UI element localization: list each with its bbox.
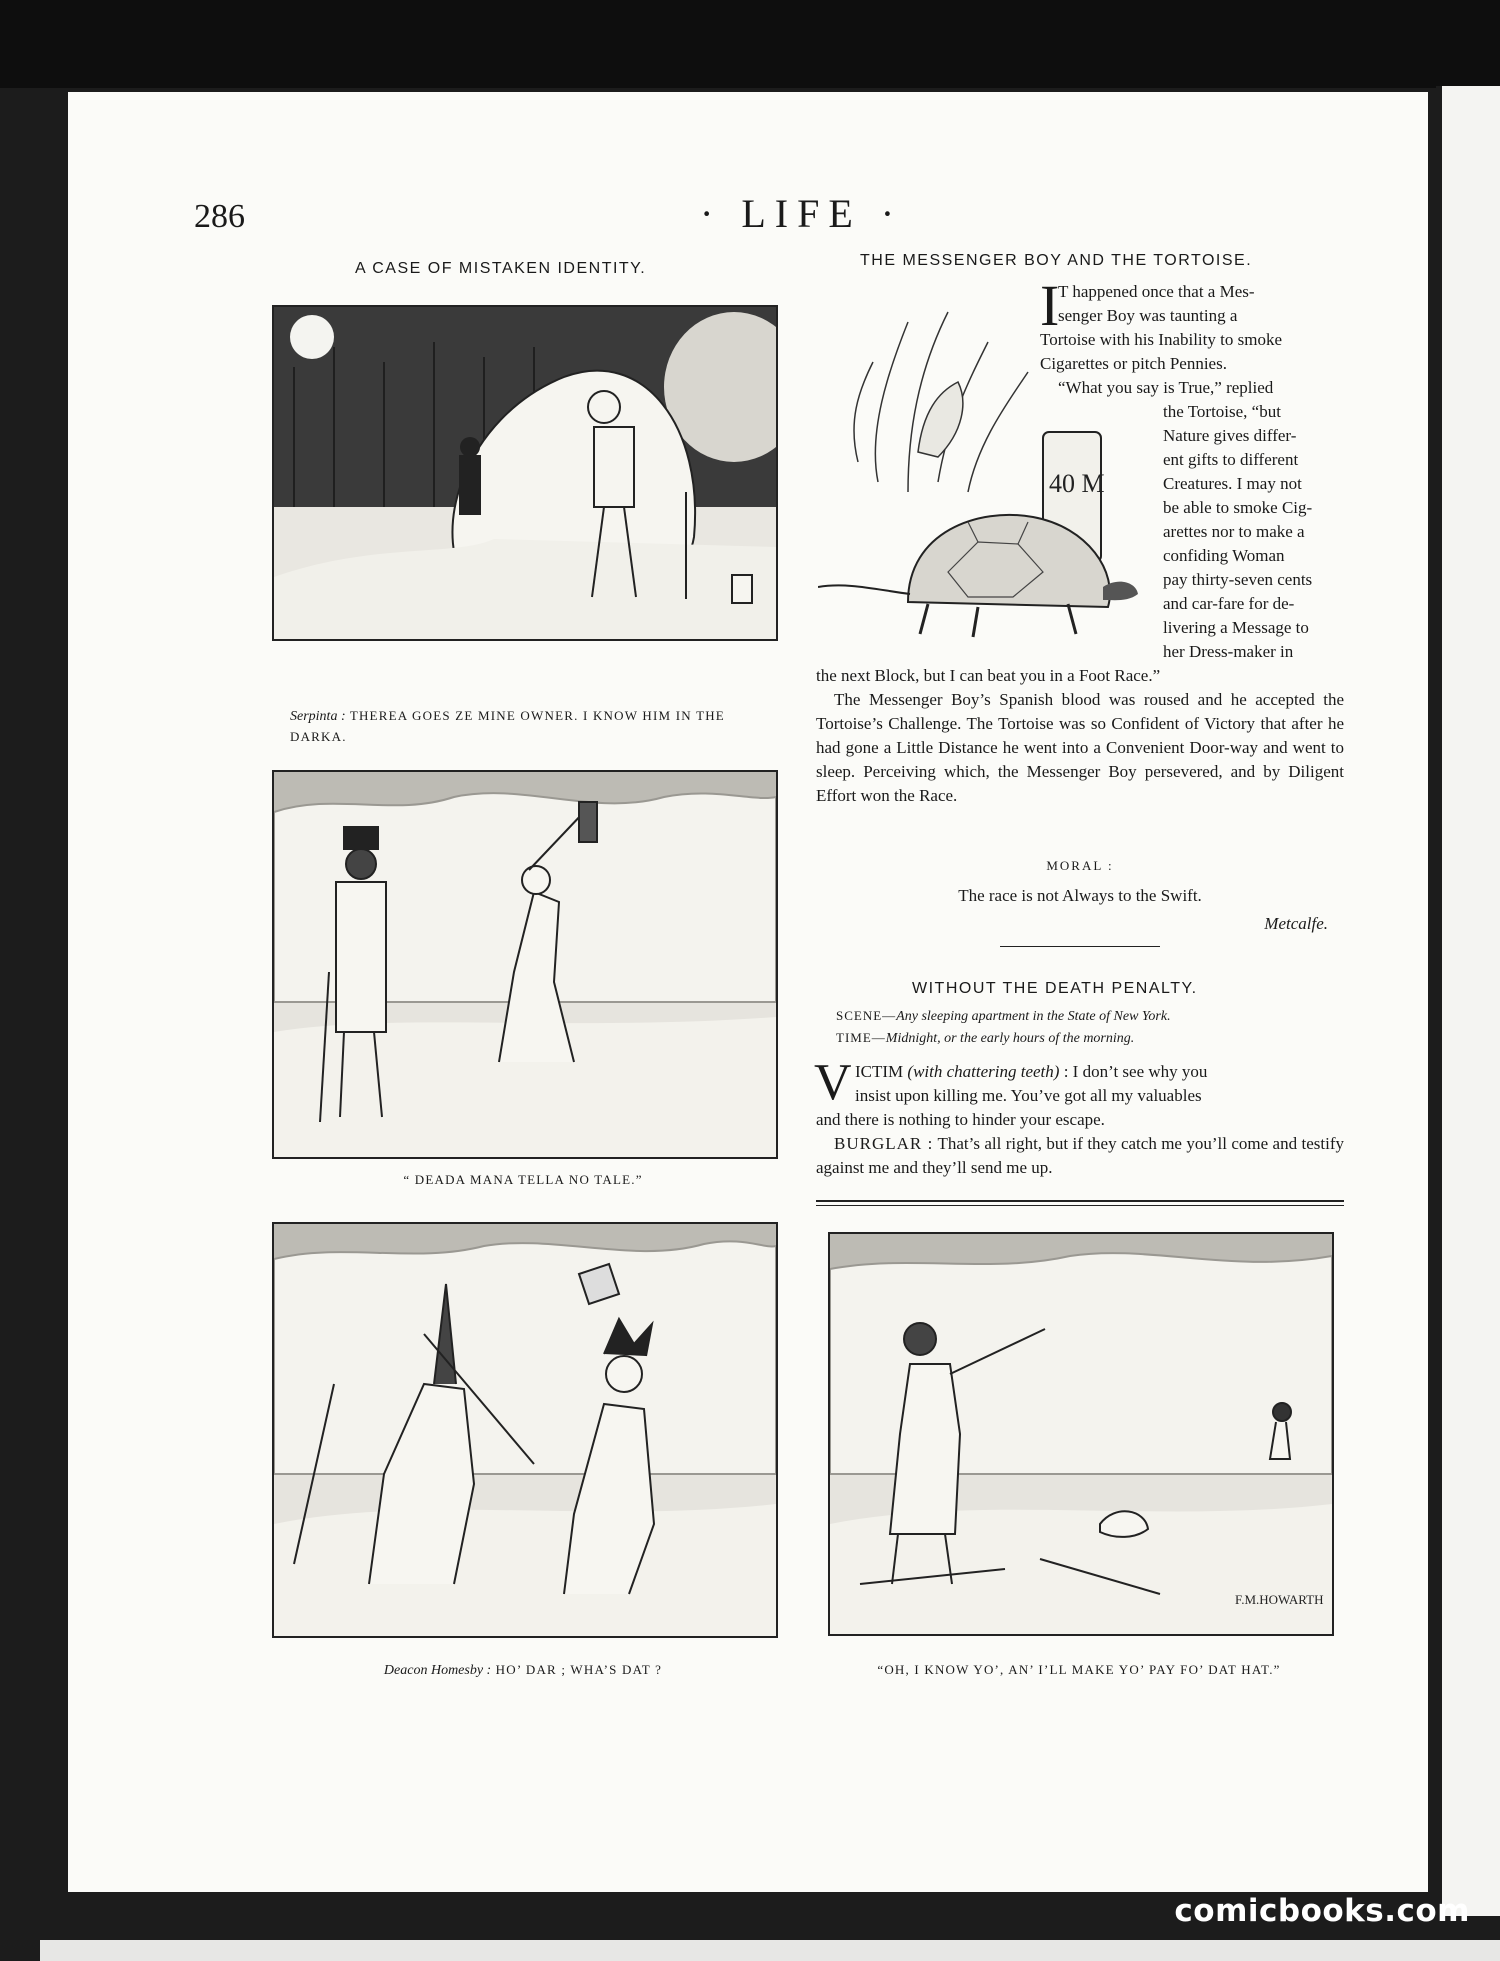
comic-title: A CASE OF MISTAKEN IDENTITY.	[355, 260, 647, 277]
tortoise-lines-top-1: T happened once that a Mes-	[1058, 282, 1255, 301]
watermark: comicbooks.com	[1174, 1893, 1470, 1929]
tortoise-right-line-3: ent gifts to different	[1163, 450, 1299, 469]
panel-3-caption-text: HO’ DAR ; WHA’S DAT ?	[495, 1662, 663, 1677]
panel-3-speaker: Deacon Homesby :	[383, 1663, 492, 1678]
column-double-rule	[816, 1200, 1344, 1206]
tortoise-lines-top-5: “What you say is True,” replied	[1058, 378, 1274, 397]
section-divider	[1000, 946, 1160, 947]
comic-panel-2	[272, 770, 778, 1159]
comic-panel-4	[828, 1232, 1334, 1636]
tortoise-lines-top-4: Cigarettes or pitch Pennies.	[1040, 354, 1227, 373]
tortoise-right-line-2: Nature gives differ-	[1163, 426, 1297, 445]
tortoise-lines-top-2: senger Boy was taunting a	[1058, 306, 1238, 325]
death-penalty-title: WITHOUT THE DEATH PENALTY.	[912, 980, 1198, 997]
tortoise-right-line-7: confiding Woman	[1163, 546, 1285, 565]
victim-speech-1: : I don’t see why you	[1063, 1062, 1208, 1081]
tortoise-line-full: the next Block, but I can beat you in a Foot Race.”	[816, 666, 1161, 685]
scene-key: SCENE—	[836, 1008, 897, 1023]
panel-2-caption: “ DEADA MANA TELLA NO TALE.”	[403, 1172, 643, 1187]
victim-line-2: insist upon killing me. You’ve got all my valuables	[855, 1086, 1202, 1105]
panel-2-illustration	[274, 772, 776, 1157]
victim-line-3: and there is nothing to hinder your escape.	[816, 1110, 1105, 1129]
victim-name: ICTIM	[855, 1062, 904, 1081]
victim-direction: (with chattering teeth)	[907, 1062, 1060, 1081]
tortoise-right-line-1: the Tortoise, “but	[1163, 402, 1281, 421]
tortoise-right-line-9: and car-fare for de-	[1163, 594, 1295, 613]
tortoise-right-line-10: livering a Message to	[1163, 618, 1309, 637]
moral-label: MORAL :	[1046, 858, 1114, 873]
scan-bottom-strip	[40, 1940, 1500, 1961]
tortoise-paragraph-2-text: The Messenger Boy’s Spanish blood was roused and he accepted the Tortoise’s Challenge. The Tortoise was so Confident of Victory that after he had gone a Little Distance he went into a Convenient Door-way and went to sleep. Perceiving which, the Messenger Boy persevered, and by Diligent Effort won the Race.	[816, 690, 1344, 805]
victim-line-1	[855, 1060, 1345, 1084]
panel-1-illustration	[274, 307, 776, 639]
tortoise-paragraph-2	[816, 688, 1344, 808]
artist-signature: F.M.HOWARTH	[1235, 1592, 1324, 1607]
next-page-edge	[1436, 86, 1500, 1916]
author-signature: Metcalfe.	[1264, 914, 1328, 933]
burglar-speech: That’s all right, but if they catch me you’ll come and testify against me and they’ll send me up.	[816, 1134, 1344, 1177]
tortoise-drop-cap: I	[1040, 273, 1060, 338]
panel-1-speaker: Serpinta :	[290, 709, 346, 724]
comic-panel-1	[272, 305, 778, 641]
panel-3-caption	[272, 1662, 774, 1679]
time-text: Midnight, or the early hours of the morning.	[885, 1031, 1135, 1046]
tortoise-lines-top-3: Tortoise with his Inability to smoke	[1040, 330, 1282, 349]
time-line	[836, 1030, 1336, 1047]
burglar-name: BURGLAR :	[834, 1134, 934, 1153]
scene-text: Any sleeping apartment in the State of New York.	[896, 1009, 1171, 1024]
masthead: · LIFE ·	[700, 191, 904, 236]
tortoise-right-line-6: arettes nor to make a	[1163, 522, 1305, 541]
victim-drop-cap: V	[814, 1054, 852, 1111]
panel-1-caption-text: THEREA GOES ZE MINE OWNER. I KNOW HIM IN THE DARKA.	[290, 708, 725, 744]
page-number: 286	[194, 198, 245, 235]
comic-panel-3	[272, 1222, 778, 1638]
tortoise-right-line-8: pay thirty-seven cents	[1163, 570, 1313, 589]
panel-4-illustration	[830, 1234, 1332, 1634]
panel-4-caption: “OH, I KNOW YO’, AN’ I’LL MAKE YO’ PAY FO’ DAT HAT.”	[877, 1662, 1281, 1677]
tortoise-right-line-4: Creatures. I may not	[1163, 474, 1302, 493]
time-key: TIME—	[836, 1030, 886, 1045]
scan-top-band	[0, 0, 1500, 88]
moral-text: The race is not Always to the Swift.	[958, 886, 1202, 905]
panel-3-illustration	[274, 1224, 776, 1636]
burglar-paragraph	[816, 1132, 1344, 1180]
panel-1-caption	[290, 706, 775, 747]
tortoise-story-title: THE MESSENGER BOY AND THE TORTOISE.	[860, 252, 1253, 269]
tortoise-right-line-11: her Dress-maker in	[1163, 642, 1294, 661]
tortoise-right-line-5: be able to smoke Cig-	[1163, 498, 1313, 517]
milestone-sign: 40 M	[1049, 469, 1105, 498]
scene-line	[836, 1008, 1336, 1025]
